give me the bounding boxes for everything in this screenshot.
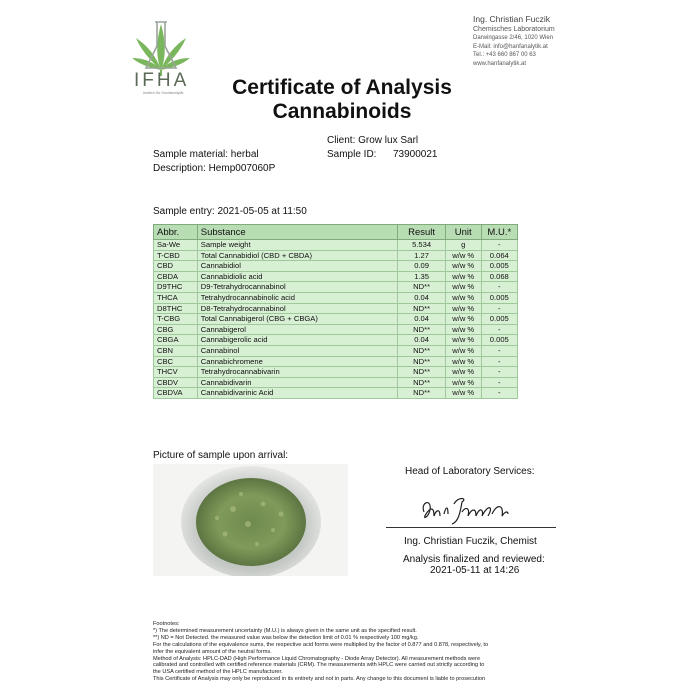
- footnote-line: Method of Analysis: HPLC-DAD (High Performance Liquid Chromatography - Diode Array Detector). All measurement methods were: [153, 655, 481, 662]
- cell-result: 0.04: [398, 314, 446, 325]
- footnote-line: For the calculations of the equivalence sums, the respective acid forms were multiplied by the factor of 0.877 and 0.878, respectively, to: [153, 641, 489, 648]
- cell-substance: D9-Tetrahydrocannabinol: [197, 282, 398, 293]
- cell-mu: -: [481, 282, 517, 293]
- table-row: [154, 282, 518, 293]
- cell-abbr: THCV: [154, 367, 198, 378]
- cell-abbr: T-CBG: [154, 314, 198, 325]
- cell-unit: w/w %: [445, 314, 481, 325]
- header-abbr: Abbr.: [154, 225, 198, 240]
- cell-substance: Cannabidiolic acid: [197, 271, 398, 282]
- cell-abbr: CBN: [154, 345, 198, 356]
- cell-substance: Cannabigerol: [197, 324, 398, 335]
- cell-unit: w/w %: [445, 324, 481, 335]
- cell-unit: w/w %: [445, 388, 481, 399]
- cell-mu: 0.064: [481, 250, 517, 261]
- footnote-line: This Certificate of Analysis may only be reproduced in its entirety and not in parts. Any change to this document is liable to prosecution: [153, 676, 486, 683]
- cell-abbr: CBDVA: [154, 388, 198, 399]
- table-row: [154, 345, 518, 356]
- footnotes-heading: Footnotes:: [153, 621, 180, 627]
- lab-phone: Tel.: +43 660 867 00 63: [473, 52, 536, 59]
- lab-subtitle: Chemisches Laboratorium: [473, 26, 555, 33]
- signature-heading: Head of Laboratory Services:: [405, 466, 535, 477]
- title-line-2: Cannabinoids: [272, 100, 412, 123]
- cell-abbr: D9THC: [154, 282, 198, 293]
- cell-result: 1.27: [398, 250, 446, 261]
- cell-abbr: Sa-We: [154, 240, 198, 251]
- cell-result: ND**: [398, 367, 446, 378]
- finalized-date: 2021-05-11 at 14:26: [430, 565, 520, 576]
- client-info: Client: Grow lux Sarl: [327, 135, 419, 146]
- footnote-line: *) The determined measurement uncertainty (M.U.) is always given in the same unit as the specified result.: [153, 627, 417, 634]
- photo-label: Picture of sample upon arrival:: [153, 450, 289, 461]
- cell-unit: w/w %: [445, 292, 481, 303]
- cell-substance: Cannabidivarinic Acid: [197, 388, 398, 399]
- cell-mu: 0.005: [481, 261, 517, 272]
- cell-unit: w/w %: [445, 282, 481, 293]
- cell-unit: g: [445, 240, 481, 251]
- cell-result: ND**: [398, 345, 446, 356]
- table-row: [154, 261, 518, 272]
- cell-unit: w/w %: [445, 261, 481, 272]
- table-row: [154, 240, 518, 251]
- sample-id-value: 73900021: [393, 149, 438, 160]
- logo-text: IFHA: [134, 70, 190, 91]
- table-row: [154, 367, 518, 378]
- cell-result: 0.04: [398, 335, 446, 346]
- cell-result: 0.09: [398, 261, 446, 272]
- lab-contact: [473, 14, 555, 68]
- cell-substance: Tetrahydrocannabinolic acid: [197, 292, 398, 303]
- table-header-row: [154, 225, 518, 240]
- footnote-line: the USA certified method of the HPLC manufacturer.: [153, 669, 283, 676]
- sample-entry: Sample entry: 2021-05-05 at 11:50: [153, 206, 307, 217]
- finalized-label: Analysis finalized and reviewed:: [403, 554, 545, 565]
- cell-mu: 0.005: [481, 292, 517, 303]
- cell-abbr: CBC: [154, 356, 198, 367]
- table-row: [154, 335, 518, 346]
- header-unit: Unit: [445, 225, 481, 240]
- cell-unit: w/w %: [445, 367, 481, 378]
- table-row: [154, 388, 518, 399]
- signature-line: [386, 527, 556, 528]
- cell-substance: Cannabichromene: [197, 356, 398, 367]
- cell-abbr: D8THC: [154, 303, 198, 314]
- chemist-name: Ing. Christian Fuczik, Chemist: [404, 536, 537, 547]
- cell-abbr: CBG: [154, 324, 198, 335]
- cell-unit: w/w %: [445, 377, 481, 388]
- cell-unit: w/w %: [445, 356, 481, 367]
- table-row: [154, 271, 518, 282]
- cell-abbr: CBGA: [154, 335, 198, 346]
- cell-mu: -: [481, 388, 517, 399]
- table-row: [154, 324, 518, 335]
- cell-abbr: CBDA: [154, 271, 198, 282]
- cell-unit: w/w %: [445, 335, 481, 346]
- sample-material: Sample material: herbal: [153, 149, 259, 160]
- sample-description: Description: Hemp007060P: [153, 163, 276, 174]
- logo-subtitle: institut für Hanfanalytik: [143, 90, 184, 95]
- cell-mu: -: [481, 345, 517, 356]
- table-row: [154, 250, 518, 261]
- cell-result: 1.35: [398, 271, 446, 282]
- results-table-body: [154, 240, 518, 399]
- cell-mu: -: [481, 356, 517, 367]
- cell-result: 0.04: [398, 292, 446, 303]
- results-table: [153, 224, 518, 399]
- cell-abbr: CBD: [154, 261, 198, 272]
- cell-mu: 0.068: [481, 271, 517, 282]
- cell-mu: 0.005: [481, 335, 517, 346]
- header-result: Result: [398, 225, 446, 240]
- footnote-line: infer the equivalent amount of the neutral forms.: [153, 648, 272, 655]
- signature-icon: [418, 492, 512, 528]
- table-row: [154, 303, 518, 314]
- cell-substance: Cannabidiol: [197, 261, 398, 272]
- header-substance: Substance: [197, 225, 398, 240]
- title-line-1: Certificate of Analysis: [232, 76, 452, 99]
- cell-substance: Cannabinol: [197, 345, 398, 356]
- cell-unit: w/w %: [445, 250, 481, 261]
- cell-abbr: T-CBD: [154, 250, 198, 261]
- cell-substance: Cannabidivarin: [197, 377, 398, 388]
- cell-unit: w/w %: [445, 271, 481, 282]
- cell-substance: Total Cannabidiol (CBD + CBDA): [197, 250, 398, 261]
- table-row: [154, 314, 518, 325]
- table-row: [154, 292, 518, 303]
- cell-unit: w/w %: [445, 345, 481, 356]
- sample-id-label: Sample ID:: [327, 149, 377, 160]
- cell-mu: -: [481, 240, 517, 251]
- cell-result: ND**: [398, 388, 446, 399]
- cell-substance: Sample weight: [197, 240, 398, 251]
- cell-abbr: CBDV: [154, 377, 198, 388]
- cell-substance: Cannabigerolic acid: [197, 335, 398, 346]
- lab-name: Ing. Christian Fuczik: [473, 14, 550, 24]
- page-title: [0, 76, 700, 124]
- footnote-line: calibrated and controlled with certified reference materials (CRM). The measurements with HPLC were carried out strictly according to: [153, 662, 485, 669]
- cell-substance: Tetrahydrocannabivarin: [197, 367, 398, 378]
- footnote-line: **) ND = Not Detected. the measured value was below the detection limit of 0.01 % respectively 100 mg/kg.: [153, 634, 419, 641]
- table-row: [154, 356, 518, 367]
- cell-mu: 0.005: [481, 314, 517, 325]
- cell-result: ND**: [398, 356, 446, 367]
- cell-result: 5.534: [398, 240, 446, 251]
- table-row: [154, 377, 518, 388]
- cell-result: ND**: [398, 324, 446, 335]
- header-mu: M.U.*: [481, 225, 517, 240]
- cell-mu: -: [481, 367, 517, 378]
- cell-substance: D8-Tetrahydrocannabinol: [197, 303, 398, 314]
- cell-result: ND**: [398, 303, 446, 314]
- cell-substance: Total Cannabigerol (CBG + CBGA): [197, 314, 398, 325]
- cell-mu: -: [481, 324, 517, 335]
- lab-address: Darwingasse 2/46, 1020 Wien: [473, 35, 554, 41]
- footnotes: [153, 621, 573, 683]
- cell-unit: w/w %: [445, 303, 481, 314]
- cell-mu: -: [481, 303, 517, 314]
- sample-photo: [153, 464, 348, 576]
- lab-email: E-Mail: info@hanfanalytik.at: [473, 43, 548, 50]
- cell-result: ND**: [398, 377, 446, 388]
- cell-result: ND**: [398, 282, 446, 293]
- cell-abbr: THCA: [154, 292, 198, 303]
- lab-web: www.hanfanalytik.at: [473, 60, 527, 67]
- cell-mu: -: [481, 377, 517, 388]
